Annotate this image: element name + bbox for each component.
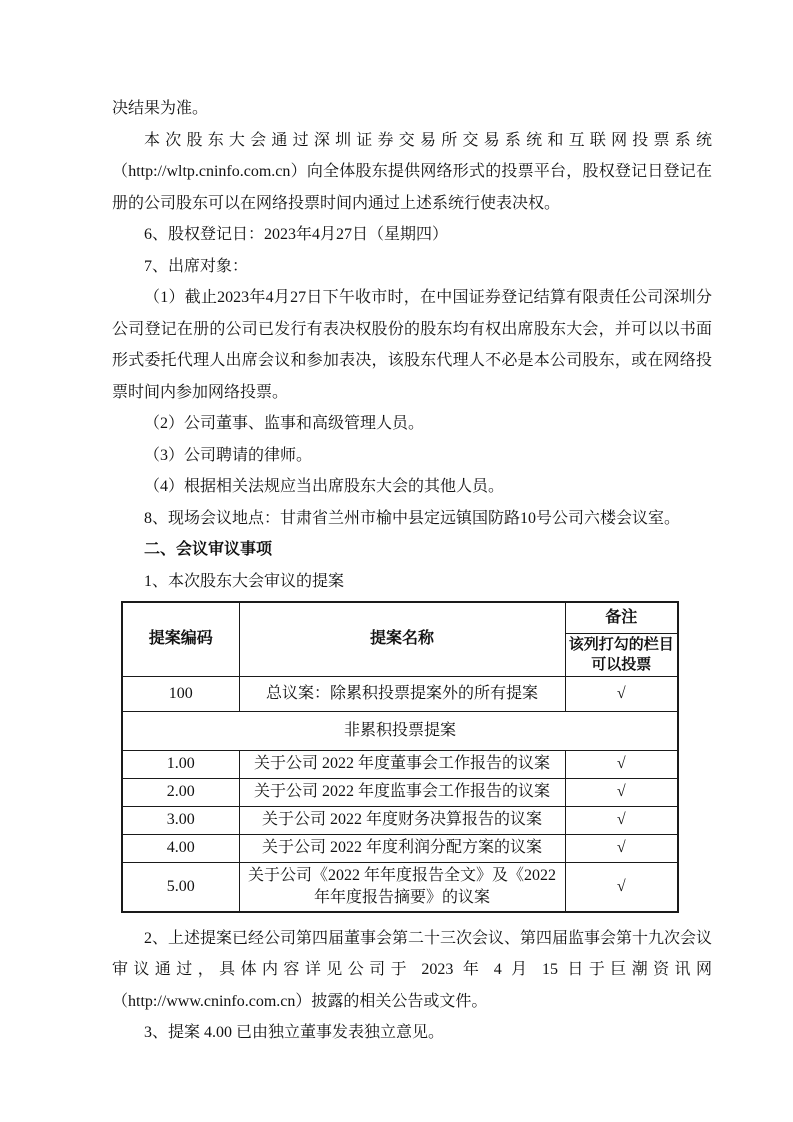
- cninfo-url: （http://www.cninfo.com.cn）: [112, 992, 312, 1010]
- table-row-proposal-4: [122, 834, 678, 862]
- cell-proposal-code: 1.00: [122, 750, 239, 778]
- section-2-heading: 二、会议审议事项: [144, 541, 273, 558]
- section-2-item-1: 1、本次股东大会审议的提案: [144, 572, 345, 590]
- paragraph-voting-system: [112, 125, 712, 220]
- voting-system-text-after: 向全体股东提供网络形式的投票平台，股权登记日登记在册的公司股东可以在网络投票时间内通过上述系统行使表决权。: [112, 163, 712, 212]
- proposals-table: [121, 601, 679, 913]
- table-row-proposal-2: [122, 778, 678, 806]
- voting-platform-url: （http://wltp.cninfo.com.cn）: [112, 163, 307, 180]
- cell-proposal-code: 3.00: [122, 806, 239, 834]
- item-attendees-sub-4: （4）根据相关法规应当出席股东大会的其他人员。: [144, 478, 505, 495]
- checkmark-icon: √: [565, 778, 678, 806]
- item-attendees-sub-3: （3）公司聘请的律师。: [144, 446, 313, 464]
- table-row-proposal-3: [122, 806, 678, 834]
- paragraph-continuation: 决结果为准。: [112, 100, 209, 117]
- item-attendees: 7、出席对象：: [144, 257, 249, 275]
- cell-proposal-name: 关于公司《2022 年年度报告全文》及《2022 年年度报告摘要》的议案: [239, 862, 565, 912]
- cell-proposal-name: 关于公司 2022 年度监事会工作报告的议案: [239, 778, 565, 806]
- cell-proposal-name: 关于公司 2022 年度董事会工作报告的议案: [239, 750, 565, 778]
- header-proposal-name: 提案名称: [239, 602, 565, 676]
- checkmark-icon: √: [565, 750, 678, 778]
- cell-proposal-code: 2.00: [122, 778, 239, 806]
- cell-proposal-code: 100: [122, 676, 239, 711]
- checkmark-icon: √: [565, 862, 678, 912]
- header-remark: 备注: [565, 602, 678, 633]
- table-row-proposal-1: [122, 750, 678, 778]
- table-row-general-proposal: [122, 676, 678, 711]
- paragraph-approval: [112, 923, 712, 1018]
- checkmark-icon: √: [565, 806, 678, 834]
- cell-proposal-name: 关于公司 2022 年度财务决算报告的议案: [239, 806, 565, 834]
- cell-proposal-code: 5.00: [122, 862, 239, 912]
- item-record-date: 6、股权登记日：2023年4月27日（星期四）: [144, 226, 449, 243]
- checkmark-icon: √: [565, 676, 678, 711]
- item-attendees-sub-2: （2）公司董事、监事和高级管理人员。: [144, 415, 425, 432]
- cell-proposal-name: 总议案：除累积投票提案外的所有提案: [239, 676, 565, 711]
- voting-system-text-before: 本次股东大会通过深圳证券交易所交易系统和互联网投票系统: [144, 131, 712, 149]
- table-row-section-noncumulative: [122, 711, 678, 750]
- cell-proposal-code: 4.00: [122, 834, 239, 862]
- approval-text-before: 2、上述提案已经公司第四届董事会第二十三次会议、第四届监事会第十九次会议审议通过，具体内容详见公司于 2023 年 4 月 15 日于巨潮资讯网: [112, 929, 713, 978]
- item-attendees-sub-1: （1）截止2023年4月27日下午收市时，在中国证券登记结算有限责任公司深圳分公司登记在册的公司已发行有表决权股份的股东均有权出席股东大会，并可以以书面形式委托代理人出席会议和参加表决，该股东代理人不必是本公司股东，或在网络投票时间内参加网络投票。: [112, 289, 712, 401]
- header-remark-sub: 该列打勾的栏目可以投票: [565, 633, 678, 676]
- table-row-proposal-5: [122, 862, 678, 912]
- checkmark-icon: √: [565, 834, 678, 862]
- header-proposal-code: 提案编码: [122, 602, 239, 676]
- cell-section-label: 非累积投票提案: [122, 711, 678, 750]
- table-header-row: [122, 602, 678, 633]
- item-venue: 8、现场会议地点：甘肃省兰州市榆中县定远镇国防路10号公司六楼会议室。: [144, 509, 681, 527]
- paragraph-independent-opinion: 3、提案 4.00 已由独立董事发表独立意见。: [144, 1024, 445, 1041]
- approval-text-after: 披露的相关公告或文件。: [311, 992, 488, 1010]
- cell-proposal-name: 关于公司 2022 年度利润分配方案的议案: [239, 834, 565, 862]
